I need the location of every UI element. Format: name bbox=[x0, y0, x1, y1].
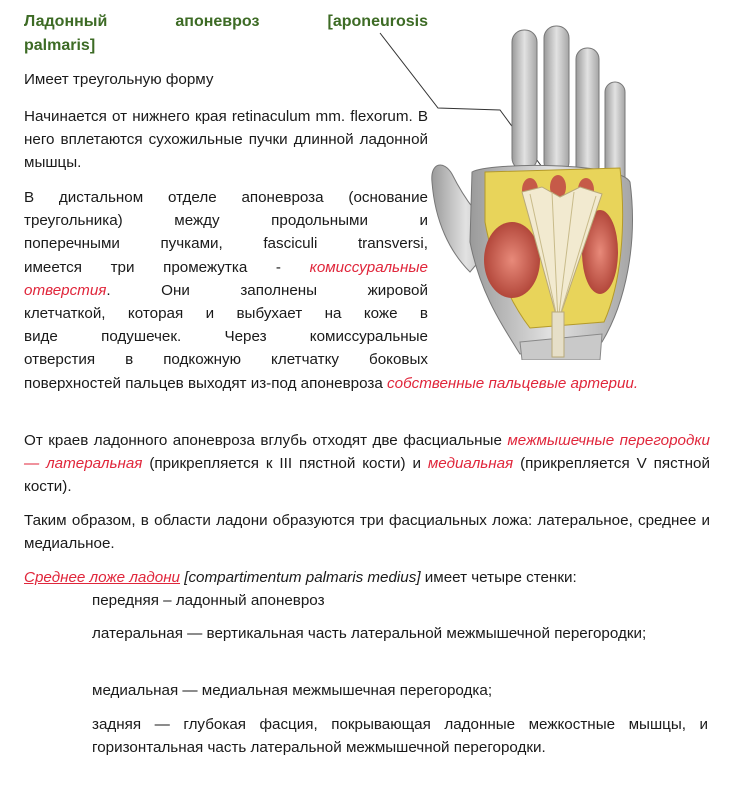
middle-compartment-link[interactable]: Среднее ложе ладони bbox=[24, 569, 181, 586]
term-commissural: комиссуральные bbox=[309, 258, 428, 276]
text-span: (прикрепляется V пястной кости). bbox=[24, 455, 710, 496]
term-digital-arteries: собственные пальцевые артерии. bbox=[387, 375, 639, 392]
text-line: поперечными пучками, fasciculi transversi, bbox=[24, 235, 428, 253]
text-span: (прикрепляется к III пястной кости) и bbox=[142, 455, 428, 473]
wall-medial: медиальная — медиальная межмышечная перегородка; bbox=[92, 682, 493, 699]
paragraph-compartments: Таким образом, в области ладони образуются три фасциальных ложа: латеральное, среднее и медиальное. bbox=[24, 512, 710, 553]
wall-anterior: передняя – ладонный апоневроз bbox=[92, 592, 325, 609]
title-word: palmaris] bbox=[24, 37, 96, 54]
wall-lateral: латеральная — вертикальная часть латеральной межмышечной перегородки; bbox=[92, 625, 647, 642]
text-span: имеется три промежутка - bbox=[24, 258, 310, 276]
term-medial-septum: медиальная bbox=[427, 455, 514, 473]
latin-term: [compartimentum palmaris medius] bbox=[180, 569, 421, 586]
palm-anatomy-illustration bbox=[430, 22, 640, 360]
text-line: треугольника) между продольными и bbox=[24, 212, 428, 230]
term-lateral-septum: межмышечные перегородки — латеральная bbox=[24, 432, 710, 473]
text-line: клетчаткой, которая и выбухает на коже в bbox=[24, 305, 428, 323]
text-line: отверстия в подкожную клетчатку боковых bbox=[24, 351, 428, 369]
text-line: виде подушечек. Через комиссуральные bbox=[24, 328, 428, 346]
text-span: . Они заполнены жировой bbox=[106, 281, 428, 299]
paragraph-origin: Начинается от нижнего края retinaculum mm. flexorum. В него вплетаются сухожильные пучки длинной ладонной мышцы. bbox=[24, 108, 428, 172]
paragraph-shape: Имеет треугольную форму bbox=[24, 71, 214, 88]
title-word: [aponeurosis bbox=[327, 13, 428, 30]
text-span: имеет четыре стенки: bbox=[420, 569, 577, 586]
title-word: Ладонный bbox=[24, 13, 108, 30]
text-span: поверхностей пальцев выходят из-под апоневроза bbox=[24, 375, 388, 392]
wall-posterior: задняя — глубокая фасция, покрывающая ладонные межкостные мышцы, и горизонтальная часть латеральной межмышечной перегородки. bbox=[92, 716, 708, 757]
term-openings: отверстия bbox=[24, 281, 107, 299]
text-span: От краев ладонного апоневроза вглубь отходят две фасциальные bbox=[24, 432, 508, 449]
text-line: В дистальном отделе апоневроза (основание bbox=[24, 189, 428, 206]
title-word: апоневроз bbox=[175, 13, 260, 30]
